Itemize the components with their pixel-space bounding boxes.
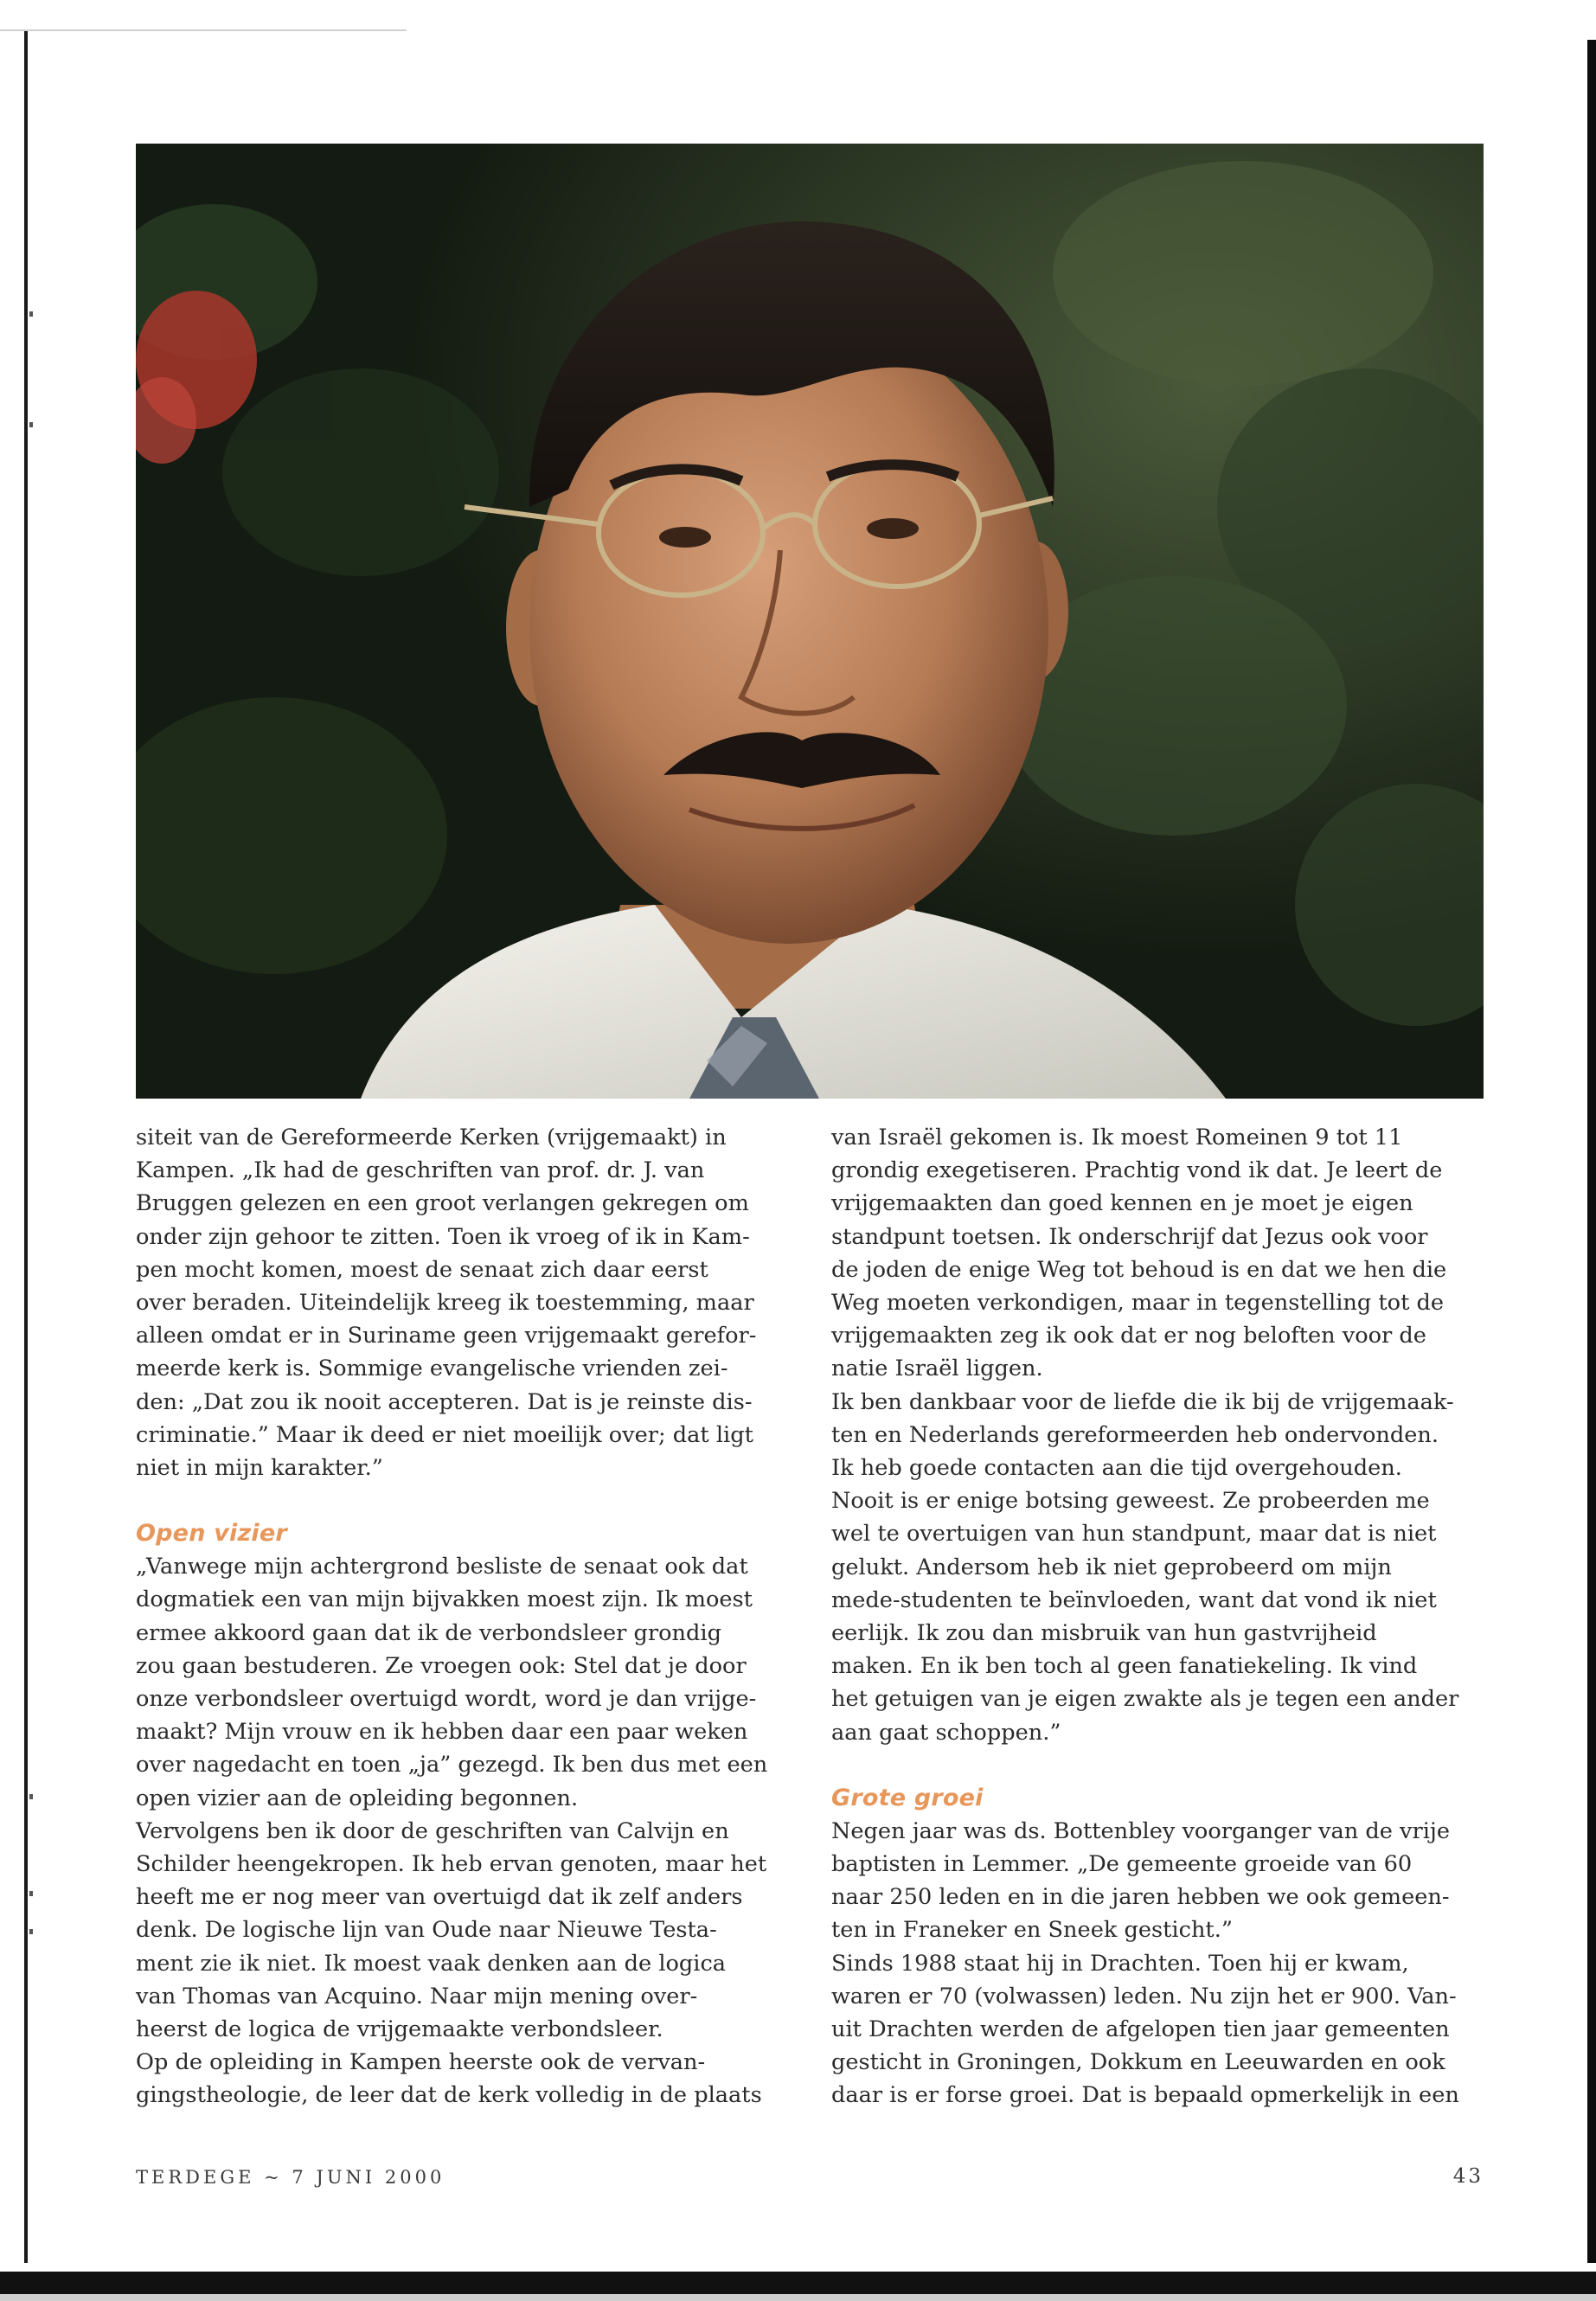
right-column <box>831 1121 1489 2112</box>
scan-edge-right <box>1587 40 1596 2263</box>
text-line: daar is er forse groei. Dat is bepaald opmerkelijk in een <box>831 2082 1459 2109</box>
paragraph-gap <box>831 1749 1489 1782</box>
text-line: „Vanwege mijn achtergrond besliste de senaat ook dat <box>136 1554 748 1580</box>
text-line: maakt? Mijn vrouw en ik hebben daar een paar weken <box>136 1719 748 1746</box>
text-line: ermee akkoord gaan dat ik de verbondsleer grondig <box>136 1619 721 1646</box>
text-line: natie Israël liggen. <box>831 1356 1043 1382</box>
text-line: Ik ben dankbaar voor de liefde die ik bij de vrijgemaak- <box>831 1388 1454 1415</box>
left-intro <box>136 1121 793 1484</box>
left-column <box>136 1121 793 2112</box>
text-line: siteit van de Gereformeerde Kerken (vrijgemaakt) in <box>136 1125 727 1150</box>
text-line: Vervolgens ben ik door de geschriften van Calvijn en <box>136 1817 729 1844</box>
right-intro <box>831 1121 1489 1749</box>
text-line: gesticht in Groningen, Dokkum en Leeuwarden en ook <box>831 2049 1445 2076</box>
text-line: ment zie ik niet. Ik moest vaak denken aan de logica <box>136 1950 727 1977</box>
scan-edge-left <box>24 31 28 2263</box>
text-line: over beraden. Uiteindelijk kreeg ik toestemming, maar <box>136 1290 754 1317</box>
publication-footer: TERDEGE ~ 7 JUNI 2000 <box>136 2167 445 2188</box>
text-line: Sinds 1988 staat hij in Drachten. Toen hij er kwam, <box>831 1950 1409 1977</box>
text-line: gingstheologie, de leer dat de kerk volledig in de plaats <box>136 2082 762 2109</box>
text-line: Negen jaar was ds. Bottenbley voorganger van de vrije <box>831 1817 1450 1844</box>
scan-edge-top <box>0 29 407 31</box>
text-line: heeft me er nog meer van overtuigd dat ik zelf anders <box>136 1884 743 1911</box>
text-line: wel te overtuigen van hun standpunt, maar dat is niet <box>831 1521 1437 1548</box>
text-line: Schilder heengekropen. Ik heb ervan genoten, maar het <box>136 1851 767 1878</box>
text-line: denk. De logische lijn van Oude naar Nieuwe Testa- <box>136 1917 717 1944</box>
text-line: vrijgemaakten zeg ik ook dat er nog beloften voor de <box>831 1323 1426 1349</box>
text-line: naar 250 leden en in die jaren hebben we ook gemeen- <box>831 1884 1450 1911</box>
text-line: onder zijn gehoor te zitten. Toen ik vroeg of ik in Kam- <box>136 1223 750 1250</box>
text-line: grondig exegetiseren. Prachtig vond ik dat. Je leert de <box>831 1157 1443 1184</box>
text-line: zou gaan bestuderen. Ze vroegen ook: Stel dat je door <box>136 1652 747 1679</box>
scan-mark <box>29 1794 33 1799</box>
text-line: waren er 70 (volwassen) leden. Nu zijn het er 900. Van- <box>831 1983 1457 2009</box>
scan-edge-bottom <box>0 2272 1596 2294</box>
text-line: ten in Franeker en Sneek gesticht.” <box>831 1917 1233 1944</box>
left-body <box>136 1550 793 2112</box>
scan-edge-bottom-light <box>0 2294 1596 2301</box>
text-line: mede-studenten te beïnvloeden, want dat vond ik niet <box>831 1586 1437 1613</box>
text-line: den: „Dat zou ik nooit accepteren. Dat is je reinste dis- <box>136 1388 753 1415</box>
text-line: Weg moeten verkondigen, maar in tegenstelling tot de <box>831 1290 1445 1317</box>
right-body <box>831 1815 1489 2112</box>
scan-mark <box>29 311 33 317</box>
text-line: baptisten in Lemmer. „De gemeente groeide van 60 <box>831 1851 1413 1878</box>
text-line: Ik heb goede contacten aan die tijd overgehouden. <box>831 1455 1402 1482</box>
text-line: eerlijk. Ik zou dan misbruik van hun gastvrijheid <box>831 1620 1377 1647</box>
text-line: gelukt. Andersom heb ik niet geprobeerd om mijn <box>831 1554 1392 1580</box>
text-line: van Israël gekomen is. Ik moest Romeinen 9 tot 11 <box>831 1125 1403 1150</box>
text-line: meerde kerk is. Sommige evangelische vrienden zei- <box>136 1356 728 1382</box>
text-line: open vizier aan de opleiding begonnen. <box>136 1785 579 1811</box>
text-line: van Thomas van Acquino. Naar mijn mening over- <box>136 1983 698 2009</box>
paragraph-gap <box>136 1484 793 1517</box>
text-line: Kampen. „Ik had de geschriften van prof. dr. J. van <box>136 1157 705 1184</box>
scan-mark <box>29 422 33 427</box>
text-line: onze verbondsleer overtuigd wordt, word je dan vrijge- <box>136 1686 757 1713</box>
text-line: over nagedacht en toen „ja” gezegd. Ik ben dus met een <box>136 1752 768 1779</box>
text-line: dogmatiek een van mijn bijvakken moest zijn. Ik moest <box>136 1586 753 1613</box>
text-line: Nooit is er enige botsing geweest. Ze probeerden me <box>831 1488 1430 1515</box>
scan-mark <box>29 1891 33 1896</box>
text-line: alleen omdat er in Suriname geen vrijgemaakt gerefor- <box>136 1323 757 1349</box>
text-line: niet in mijn karakter.” <box>136 1455 383 1482</box>
text-line: vrijgemaakten dan goed kennen en je moet je eigen <box>831 1190 1413 1217</box>
text-line: heerst de logica de vrijgemaakte verbondsleer. <box>136 2016 663 2043</box>
portrait-photo <box>136 144 1484 1099</box>
text-line: criminatie.” Maar ik deed er niet moeilijk over; dat ligt <box>136 1421 753 1448</box>
text-line: Bruggen gelezen en een groot verlangen gekregen om <box>136 1190 749 1217</box>
page-number: 43 <box>1452 2165 1484 2188</box>
text-line: de joden de enige Weg tot behoud is en dat we hen die <box>831 1256 1447 1283</box>
text-line: standpunt toetsen. Ik onderschrijf dat Jezus ook voor <box>831 1223 1428 1250</box>
text-line: aan gaat schoppen.” <box>831 1719 1061 1746</box>
portrait-illustration <box>136 144 1484 1099</box>
text-line: het getuigen van je eigen zwakte als je tegen een ander <box>831 1686 1459 1713</box>
section-heading-open-vizier: Open vizier <box>136 1520 287 1548</box>
text-line: ten en Nederlands gereformeerden heb ondervonden. <box>831 1421 1439 1448</box>
text-line: maken. En ik ben toch al geen fanatiekeling. Ik vind <box>831 1653 1418 1680</box>
section-heading-grote-groei: Grote groei <box>831 1784 984 1811</box>
text-line: pen mocht komen, moest de senaat zich daar eerst <box>136 1256 708 1283</box>
text-line: uit Drachten werden de afgelopen tien jaar gemeenten <box>831 2016 1450 2043</box>
scan-mark <box>29 1929 33 1934</box>
text-line: Op de opleiding in Kampen heerste ook de vervan- <box>136 2049 706 2076</box>
